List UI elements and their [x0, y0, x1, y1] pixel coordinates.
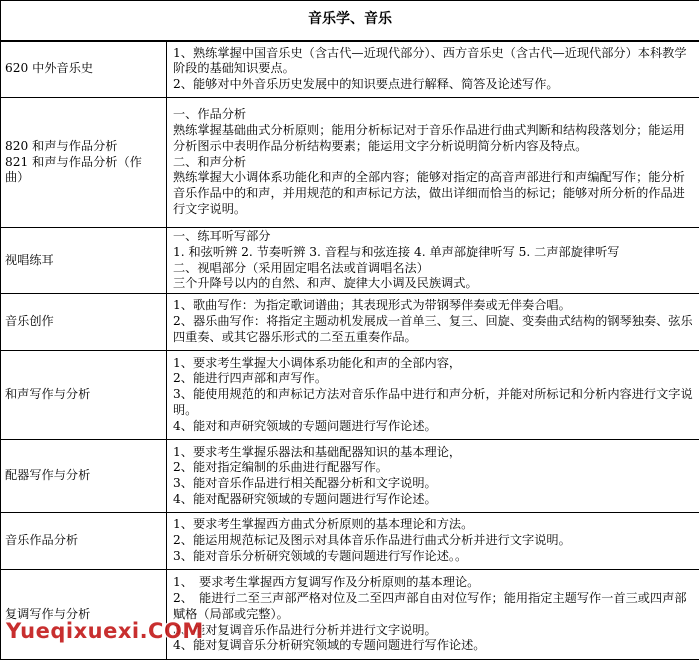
description-line: 1、歌曲写作：为指定歌词谱曲；其表现形式为带钢琴伴奏或无伴奏合唱。 [173, 298, 695, 314]
description-line: 2、器乐曲写作：将指定主题动机发展成一首单三、复三、回旋、变奏曲式结构的钢琴独奏、弦乐四重奏、或其它器乐形式的二至五重奏作品。 [173, 314, 695, 346]
subject-name-cell [1, 294, 167, 351]
description-line: 4、能对配器研究领域的专题问题进行写作论述。 [173, 492, 695, 508]
subject-description-cell [167, 351, 699, 440]
table-row [1, 228, 699, 294]
subject-name-line: 820 和声与作品分析 [5, 139, 160, 155]
subject-description-cell [167, 570, 699, 660]
subject-name-cell [1, 513, 167, 570]
description-line: 2、能对指定编制的乐曲进行配器写作。 [173, 460, 695, 476]
subject-name-line: 音乐作品分析 [5, 533, 160, 549]
subject-name-cell [1, 228, 167, 294]
subject-name-line: 821 和声与作品分析（作曲） [5, 155, 160, 187]
description-line: 3、能使用规范的和声标记方法对音乐作品中进行和声分析，并能对所标记和分析内容进行文字说明。 [173, 387, 695, 419]
description-line: 4、能对和声研究领域的专题问题进行写作论述。 [173, 419, 695, 435]
description-line: 三个升降号以内的自然、和声、旋律大小调及民族调式。 [173, 276, 695, 292]
subject-description-cell [167, 228, 699, 294]
description-line: 2、能进行四声部和声写作。 [173, 371, 695, 387]
table-row [1, 570, 699, 660]
subject-name-line: 音乐创作 [5, 314, 160, 330]
description-line: 3、能对音乐分析研究领域的专题问题进行写作论述。。 [173, 549, 695, 565]
subject-description-cell [167, 98, 699, 228]
subject-description-cell [167, 294, 699, 351]
description-line: 1、要求考生掌握西方曲式分析原则的基本理论和方法。 [173, 517, 695, 533]
table-row [1, 351, 699, 440]
description-line: 2、 能进行二至三声部严格对位及二至四声部自由对位写作；能用指定主题写作一首三或四声部赋格（局部或完整）。 [173, 591, 695, 623]
subject-name-line: 和声写作与分析 [5, 387, 160, 403]
description-line: 2、能运用规范标记及图示对具体音乐作品进行曲式分析并进行文字说明。 [173, 533, 695, 549]
description-line: 1、要求考生掌握大小调体系功能化和声的全部内容， [173, 356, 695, 372]
subject-name-line: 复调写作与分析 [5, 607, 160, 623]
description-line: 3、能对复调音乐作品进行分析并进行文字说明。 [173, 623, 695, 639]
subject-description-cell [167, 440, 699, 513]
title-row [1, 1, 699, 41]
description-line: 熟练掌握基础曲式分析原则；能用分析标记对于音乐作品进行曲式判断和结构段落划分；能运用分析图示中表明作品分析结构要素；能运用文字分析说明简分析内容及特点。 [173, 123, 695, 155]
subject-name-cell [1, 570, 167, 660]
description-line: 一、练耳听写部分 [173, 229, 695, 245]
table-row [1, 440, 699, 513]
table-row [1, 41, 699, 98]
description-line: 二、视唱部分（采用固定唱名法或首调唱名法） [173, 261, 695, 277]
table-title: 音乐学、音乐 [1, 1, 699, 41]
description-line: 1. 和弦听辨 2. 节奏听辨 3. 音程与和弦连接 4. 单声部旋律听写 5. 二声部旋律听写 [173, 245, 695, 261]
description-line: 二、和声分析 [173, 155, 695, 171]
subject-description-cell [167, 41, 699, 98]
subject-name-line: 620 中外音乐史 [5, 61, 160, 77]
table-row [1, 294, 699, 351]
site-watermark: Yueqixuexi.COM [6, 619, 204, 643]
subject-name-cell [1, 440, 167, 513]
subject-name-line: 视唱练耳 [5, 253, 160, 269]
description-line: 4、能对复调音乐分析研究领域的专题问题进行写作论述。 [173, 638, 695, 654]
table-row [1, 513, 699, 570]
description-line: 1、 要求考生掌握西方复调写作及分析原则的基本理论。 [173, 575, 695, 591]
description-line: 1、要求考生掌握乐器法和基础配器知识的基本理论， [173, 445, 695, 461]
description-line: 熟练掌握大小调体系功能化和声的全部内容；能够对指定的高音声部进行和声编配写作；能分析音乐作品中的和声，并用规范的和声标记方法，做出详细而恰当的标记；能够对所分析的作品进行文字说明。 [173, 170, 695, 217]
description-line: 一、作品分析 [173, 107, 695, 123]
description-line: 2、能够对中外音乐历史发展中的知识要点进行解释、简答及论述写作。 [173, 77, 695, 93]
description-line: 1、熟练掌握中国音乐史（含古代—近现代部分）、西方音乐史（含古代—近现代部分）本科教学阶段的基础知识要点。 [173, 46, 695, 78]
subject-name-cell [1, 351, 167, 440]
description-line: 3、能对音乐作品进行相关配器分析和文字说明。 [173, 476, 695, 492]
subject-description-cell [167, 513, 699, 570]
subject-name-cell [1, 98, 167, 228]
subject-name-cell [1, 41, 167, 98]
subject-name-line: 配器写作与分析 [5, 468, 160, 484]
table-row [1, 98, 699, 228]
